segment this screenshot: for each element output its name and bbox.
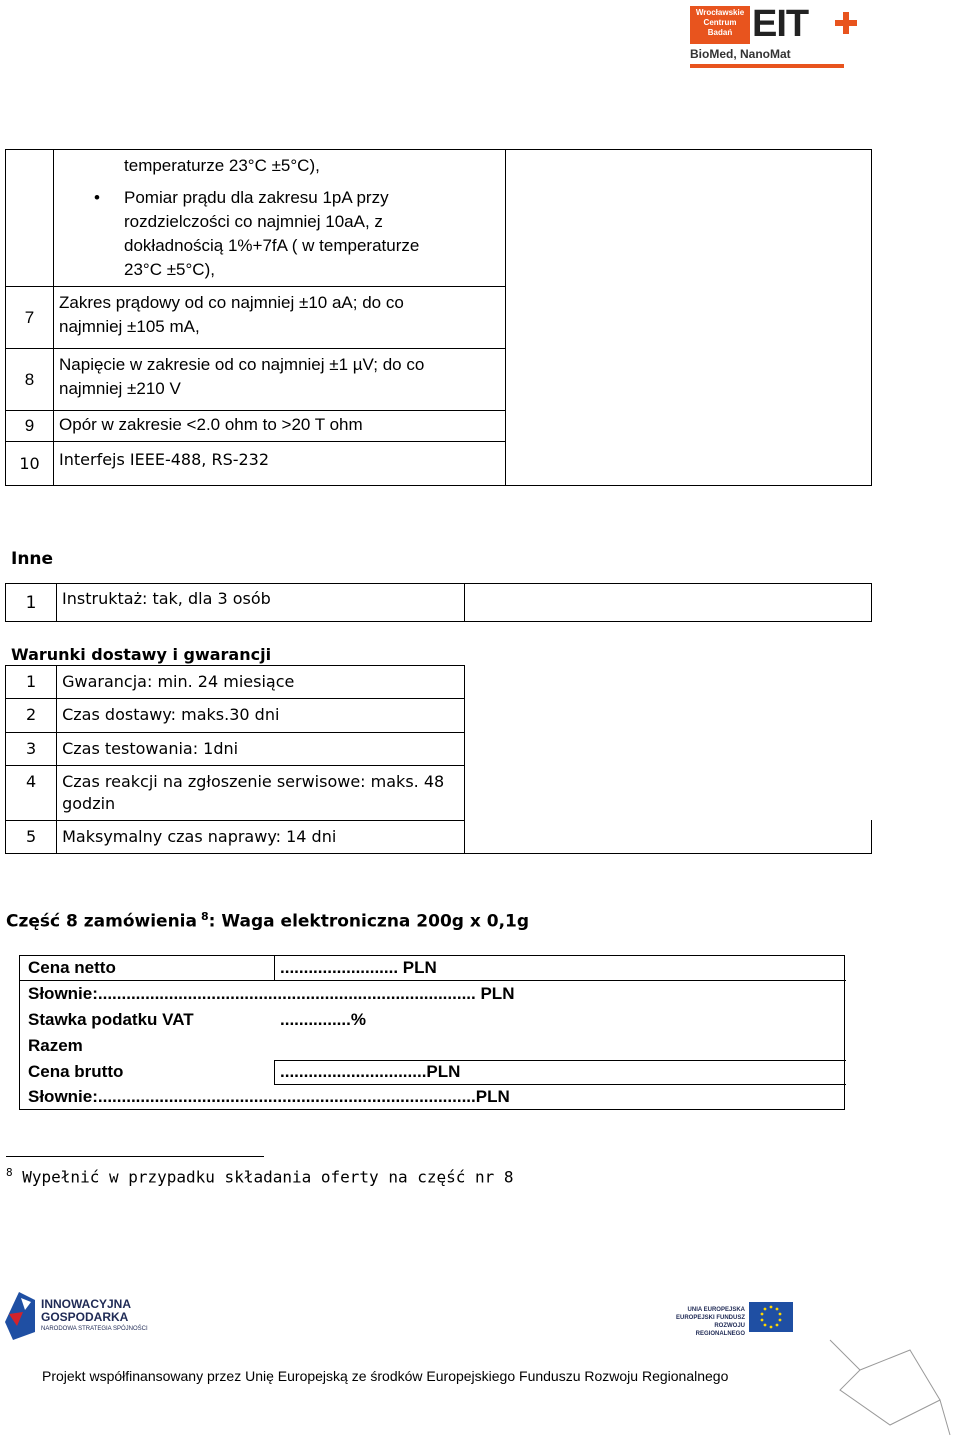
ig-line: GOSPODARKA <box>41 1310 129 1324</box>
empty-cell <box>505 287 871 486</box>
row-text: Czas testowania: 1dni <box>57 733 465 766</box>
row-text: Maksymalny czas naprawy: 14 dni <box>57 821 465 854</box>
spec-line: rozdzielczości co najmniej 10aA, z <box>124 212 383 231</box>
logo-underline <box>690 64 844 68</box>
spec-table <box>5 149 872 486</box>
logo-main: EIT <box>752 3 809 45</box>
table-row <box>6 584 872 622</box>
cena-netto-label: Cena netto <box>28 958 116 977</box>
row-divider <box>20 980 846 981</box>
footnote-mark: 8 <box>6 1166 13 1179</box>
table-border <box>871 820 872 853</box>
table-row <box>6 150 872 183</box>
row-number <box>6 182 54 287</box>
row-text: Instruktaż: tak, dla 3 osób <box>57 584 464 622</box>
row-number: 2 <box>6 699 57 733</box>
table-row <box>6 666 873 699</box>
spec-line: Opór w zakresie <2.0 ohm to >20 T ohm <box>59 415 363 434</box>
row-number: 7 <box>6 287 54 349</box>
ig-line: NARODOWA STRATEGIA SPÓJNOŚCI <box>41 1326 148 1332</box>
eu-logo <box>665 1302 795 1337</box>
eu-line: ROZWOJU REGIONALNEGO <box>695 1323 745 1337</box>
innowacyjna-gospodarka-logo <box>5 1292 165 1342</box>
spec-line: Pomiar prądu dla zakresu 1pA przy <box>124 188 389 207</box>
column-divider <box>274 956 275 980</box>
part-heading-text: Część 8 zamówienia <box>6 911 197 932</box>
spec-line: Zakres prądowy od co najmniej ±10 aA; do co <box>59 293 404 312</box>
logo-box-line: Badań <box>707 28 733 37</box>
part-heading-text: : Waga elektroniczna 200g x 0,1g <box>208 911 530 932</box>
row-number: 1 <box>6 666 57 699</box>
ig-line: INNOWACYJNA <box>41 1297 132 1311</box>
slownie-line: Słownie:................................................................................ PLN <box>28 984 515 1003</box>
footnote-ref: 8 <box>200 910 209 923</box>
row-text: Czas reakcji na zgłoszenie serwisowe: maks. 48 godzin <box>57 766 465 821</box>
spec-text <box>54 442 506 486</box>
spec-text <box>54 349 506 411</box>
razem-label: Razem <box>28 1036 83 1055</box>
price-box <box>19 955 845 1110</box>
spec-text <box>54 182 506 287</box>
row-number: 1 <box>6 584 57 622</box>
row-number <box>6 150 54 183</box>
logo-box <box>690 6 750 44</box>
section-heading: Inne <box>11 549 54 569</box>
row-number: 8 <box>6 349 54 411</box>
empty-cell <box>464 584 871 622</box>
warunki-table <box>5 665 872 854</box>
row-number: 5 <box>6 821 57 854</box>
decorative-outline-icon <box>820 1330 960 1437</box>
row-divider <box>274 1060 846 1061</box>
row-number: 9 <box>6 411 54 442</box>
column-divider <box>274 1060 275 1084</box>
empty-cell <box>505 150 871 287</box>
spec-text <box>54 150 506 183</box>
bullet-icon: • <box>94 188 100 207</box>
row-divider <box>274 1084 846 1085</box>
eu-line: EUROPEJSKI FUNDUSZ <box>675 1315 745 1321</box>
table-border <box>465 853 872 854</box>
logo-box-line: Centrum <box>703 18 737 27</box>
footnote <box>6 1166 514 1186</box>
row-number: 3 <box>6 733 57 766</box>
spec-text <box>54 411 506 442</box>
slownie-line: Słownie:................................................................................PLN <box>28 1087 510 1106</box>
logo-subtitle: BioMed, NanoMat <box>690 47 791 61</box>
row-number: 10 <box>6 442 54 486</box>
cena-netto-value: ......................... PLN <box>280 958 437 977</box>
footnote-text: Wypełnić w przypadku składania oferty na część nr 8 <box>22 1167 514 1187</box>
vat-value: ...............% <box>280 1010 366 1029</box>
cena-brutto-label: Cena brutto <box>28 1062 124 1081</box>
table-row <box>6 287 872 349</box>
plus-icon <box>835 12 857 34</box>
row-text: Czas dostawy: maks.30 dni <box>57 699 465 733</box>
flag-icon <box>5 1292 35 1340</box>
project-funding-text: Projekt współfinansowany przez Unię Europejską ze środków Europejskiego Funduszu Rozwoju Regionalnego <box>42 1368 729 1384</box>
eu-flag-icon <box>749 1302 793 1332</box>
spec-line: dokładnością 1%+7fA ( w temperaturze <box>124 236 420 255</box>
eu-line: UNIA EUROPEJSKA <box>687 1307 745 1313</box>
spec-line: najmniej ±105 mA, <box>59 317 200 336</box>
footnote-rule <box>6 1156 264 1157</box>
spec-line: temperaturze 23°C ±5°C), <box>124 156 320 175</box>
inne-table <box>5 583 872 622</box>
spec-line: Interfejs IEEE-488, RS-232 <box>59 450 270 469</box>
vat-label: Stawka podatku VAT <box>28 1010 194 1029</box>
spec-line: Napięcie w zakresie od co najmniej ±1 µV; do co <box>59 355 425 374</box>
cena-brutto-value: ...............................PLN <box>280 1062 461 1081</box>
section-heading: Warunki dostawy i gwarancji <box>11 645 272 664</box>
row-number: 4 <box>6 766 57 821</box>
spec-text <box>54 287 506 349</box>
spec-line: najmniej ±210 V <box>59 379 181 398</box>
part-heading <box>6 910 529 932</box>
row-text: Gwarancja: min. 24 miesiące <box>57 666 465 699</box>
spec-line: 23°C ±5°C), <box>124 260 215 279</box>
logo-box-line: Wrocławskie <box>695 8 745 17</box>
eit-logo <box>690 3 870 72</box>
empty-cell <box>465 666 872 854</box>
